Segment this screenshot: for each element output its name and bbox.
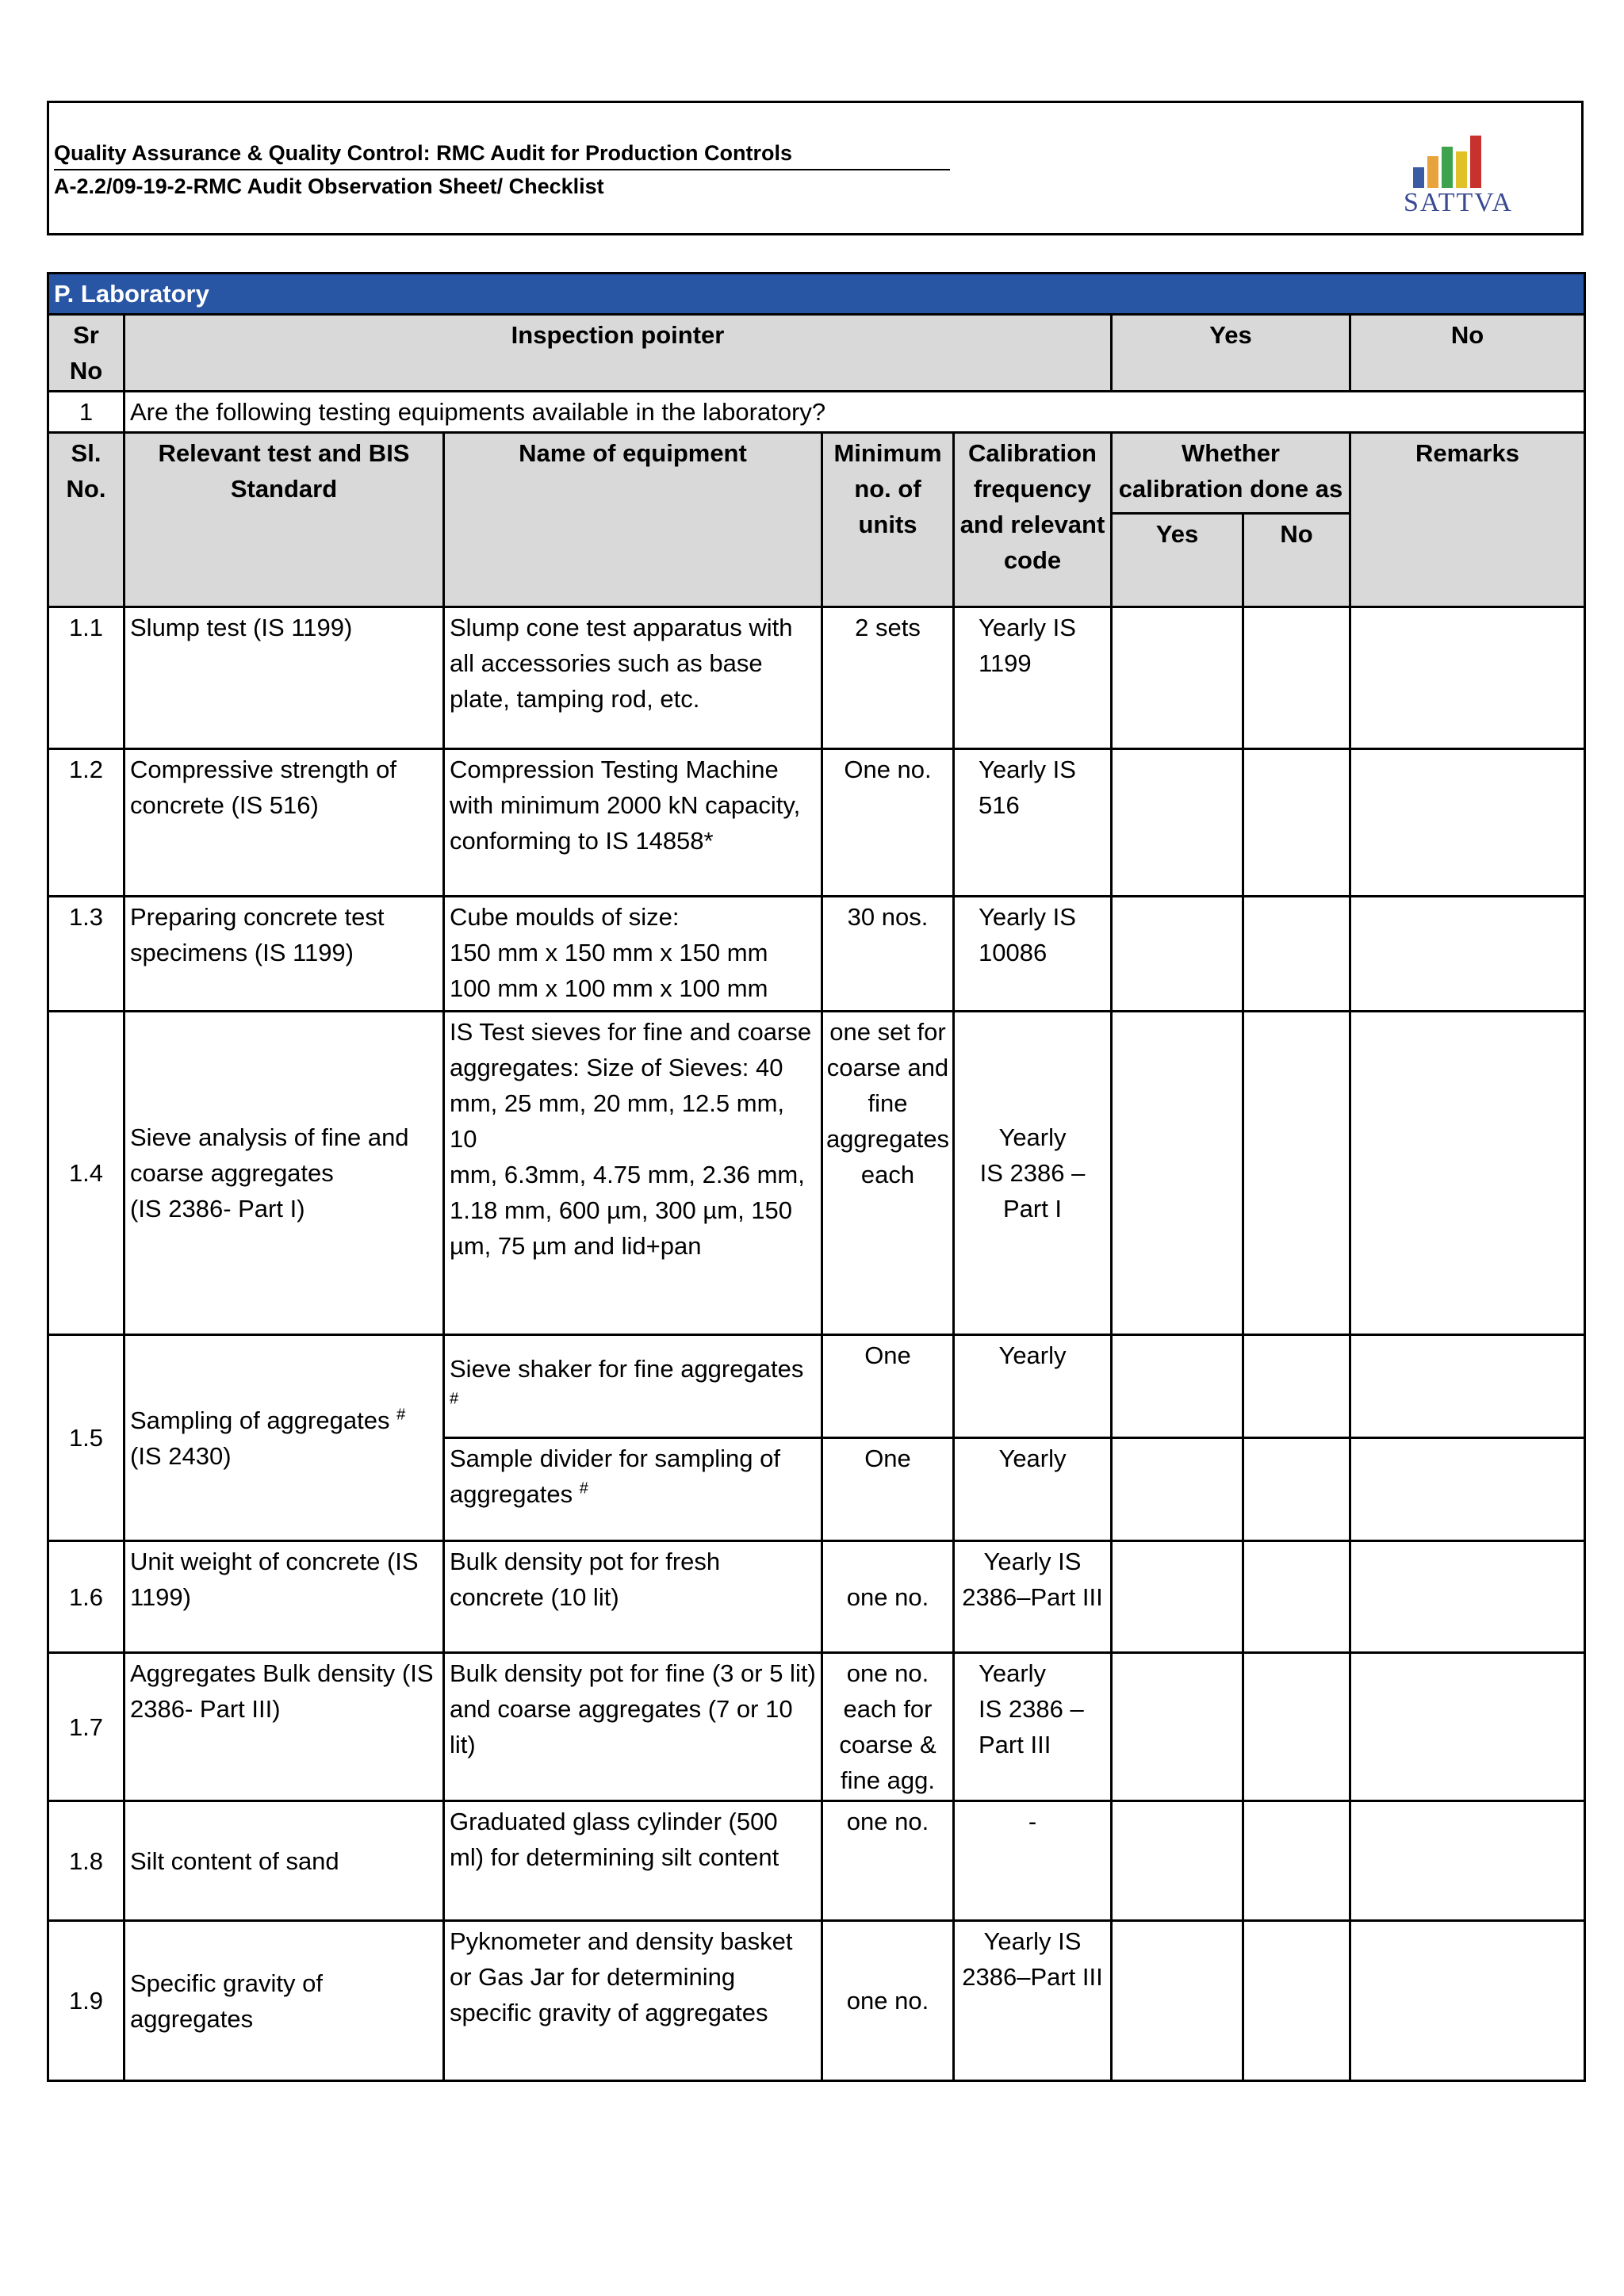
section-title: P. Laboratory <box>48 274 1585 315</box>
question-number: 1 <box>48 392 124 433</box>
row-test: Unit weight of concrete (IS 1199) <box>124 1541 444 1653</box>
row-equipment: Bulk density pot for fresh concrete (10 lit) <box>444 1541 822 1653</box>
row-units: one no. each for coarse & fine agg. <box>822 1653 954 1801</box>
remarks-cell[interactable] <box>1350 607 1585 749</box>
calibration-no-cell[interactable] <box>1243 1438 1350 1541</box>
row-equipment-footnote: # <box>579 1479 588 1498</box>
row-units: one no. <box>822 1541 954 1653</box>
row-calibration: Yearly IS 2386–Part III <box>954 1541 1112 1653</box>
laboratory-checklist-table <box>47 272 1586 2082</box>
row-calibration: Yearly <box>954 1438 1112 1541</box>
row-sl: 1.4 <box>48 1012 124 1335</box>
calibration-no-cell[interactable] <box>1243 897 1350 1012</box>
row-sl: 1.7 <box>48 1653 124 1801</box>
no-header: No <box>1350 315 1585 392</box>
yes-header: Yes <box>1112 315 1350 392</box>
table-row <box>48 1653 1585 1801</box>
row-equipment: Graduated glass cylinder (500 ml) for determining silt content <box>444 1801 822 1921</box>
table-row <box>48 1335 1585 1438</box>
document-code: A-2.2/09-19-2-RMC Audit Observation Sheet/ Checklist <box>54 174 604 198</box>
table-row <box>48 897 1585 1012</box>
sr-no-header: Sr No <box>48 315 124 392</box>
row-equipment <box>444 1335 822 1438</box>
row-sl: 1.6 <box>48 1541 124 1653</box>
remarks-cell[interactable] <box>1350 1012 1585 1335</box>
row-calibration: Yearly IS 10086 <box>954 897 1112 1012</box>
calibration-yes-cell[interactable] <box>1112 1335 1243 1438</box>
calibration-yes-cell[interactable] <box>1112 897 1243 1012</box>
row-equipment <box>444 1438 822 1541</box>
row-test-footnote: # <box>396 1406 406 1424</box>
test-column-header: Relevant test and BIS Standard <box>124 433 444 607</box>
row-sl: 1.9 <box>48 1921 124 2081</box>
row-units: One <box>822 1438 954 1541</box>
row-test-code: (IS 2430) <box>130 1441 232 1470</box>
row-units: one no. <box>822 1801 954 1921</box>
row-units: one no. <box>822 1921 954 2081</box>
row-equipment-footnote: # <box>450 1390 459 1408</box>
inspection-pointer-header: Inspection pointer <box>124 315 1112 392</box>
row-calibration: Yearly IS 2386 – Part I <box>954 1012 1112 1335</box>
table-row <box>48 1921 1585 2081</box>
row-calibration: Yearly IS 1199 <box>954 607 1112 749</box>
calibration-no-header: No <box>1243 514 1350 607</box>
table-row <box>48 749 1585 897</box>
row-equipment-text: Sample divider for sampling of aggregates <box>450 1445 780 1508</box>
row-sl: 1.1 <box>48 607 124 749</box>
row-test: Sieve analysis of fine and coarse aggregates (IS 2386- Part I) <box>124 1012 444 1335</box>
calibration-yes-header: Yes <box>1112 514 1243 607</box>
table-row <box>48 1801 1585 1921</box>
row-units: 2 sets <box>822 607 954 749</box>
document-title: Quality Assurance & Quality Control: RMC Audit for Production Controls <box>54 141 950 170</box>
calibration-yes-cell[interactable] <box>1112 1653 1243 1801</box>
calibration-no-cell[interactable] <box>1243 1335 1350 1438</box>
row-test: Slump test (IS 1199) <box>124 607 444 749</box>
remarks-column-header: Remarks <box>1350 433 1585 607</box>
table-row <box>48 1012 1585 1335</box>
calibration-no-cell[interactable] <box>1243 1921 1350 2081</box>
row-units: One no. <box>822 749 954 897</box>
calibration-column-header: Calibration frequency and relevant code <box>954 433 1112 607</box>
calibration-yes-cell[interactable] <box>1112 1012 1243 1335</box>
sl-no-column-header: Sl. No. <box>48 433 124 607</box>
row-test: Compressive strength of concrete (IS 516) <box>124 749 444 897</box>
row-test <box>124 1335 444 1541</box>
calibration-yes-cell[interactable] <box>1112 1541 1243 1653</box>
calibration-no-cell[interactable] <box>1243 1653 1350 1801</box>
logo-bars-icon <box>1413 131 1500 188</box>
calibration-yes-cell[interactable] <box>1112 607 1243 749</box>
row-calibration: Yearly IS 516 <box>954 749 1112 897</box>
remarks-cell[interactable] <box>1350 1921 1585 2081</box>
row-calibration: Yearly IS 2386–Part III <box>954 1921 1112 2081</box>
section-header-row <box>48 274 1585 315</box>
row-equipment-text: Sieve shaker for fine aggregates <box>450 1354 804 1383</box>
whether-calibration-header: Whether calibration done as <box>1112 433 1350 514</box>
calibration-no-cell[interactable] <box>1243 1541 1350 1653</box>
calibration-no-cell[interactable] <box>1243 1012 1350 1335</box>
row-sl: 1.2 <box>48 749 124 897</box>
question-text: Are the following testing equipments available in the laboratory? <box>124 392 1585 433</box>
remarks-cell[interactable] <box>1350 1801 1585 1921</box>
calibration-yes-cell[interactable] <box>1112 1438 1243 1541</box>
row-calibration: Yearly <box>954 1335 1112 1438</box>
row-equipment: Bulk density pot for fine (3 or 5 lit) and coarse aggregates (7 or 10 lit) <box>444 1653 822 1801</box>
question-row <box>48 392 1585 433</box>
row-calibration: - <box>954 1801 1112 1921</box>
calibration-no-cell[interactable] <box>1243 607 1350 749</box>
row-equipment: Cube moulds of size: 150 mm x 150 mm x 150 mm 100 mm x 100 mm x 100 mm <box>444 897 822 1012</box>
units-column-header: Minimum no. of units <box>822 433 954 607</box>
row-equipment: Slump cone test apparatus with all accessories such as base plate, tamping rod, etc. <box>444 607 822 749</box>
table-row <box>48 607 1585 749</box>
calibration-no-cell[interactable] <box>1243 749 1350 897</box>
remarks-cell[interactable] <box>1350 1335 1585 1438</box>
row-test: Silt content of sand <box>124 1801 444 1921</box>
calibration-yes-cell[interactable] <box>1112 1921 1243 2081</box>
row-equipment: IS Test sieves for fine and coarse aggregates: Size of Sieves: 40 mm, 25 mm, 20 mm, 12.5 mm, 10 mm, 6.3mm, 4.75 mm, 2.36 mm, 1.18 mm, 600 µm, 300 µm, 150 µm, 75 µm and lid+pan <box>444 1012 822 1335</box>
row-sl: 1.3 <box>48 897 124 1012</box>
row-test-text: Sampling of aggregates <box>130 1406 390 1434</box>
row-units: 30 nos. <box>822 897 954 1012</box>
logo-text: SATTVA <box>1404 188 1513 217</box>
remarks-cell[interactable] <box>1350 1653 1585 1801</box>
row-units: one set for coarse and fine aggregates each <box>822 1012 954 1335</box>
calibration-yes-cell[interactable] <box>1112 1801 1243 1921</box>
row-sl: 1.5 <box>48 1335 124 1541</box>
row-calibration: Yearly IS 2386 – Part III <box>954 1653 1112 1801</box>
remarks-cell[interactable] <box>1350 749 1585 897</box>
column-header-row <box>48 433 1585 514</box>
page-header <box>47 101 1584 235</box>
remarks-cell[interactable] <box>1350 1438 1585 1541</box>
row-test: Specific gravity of aggregates <box>124 1921 444 2081</box>
row-equipment: Compression Testing Machine with minimum 2000 kN capacity, conforming to IS 14858* <box>444 749 822 897</box>
remarks-cell[interactable] <box>1350 1541 1585 1653</box>
calibration-no-cell[interactable] <box>1243 1801 1350 1921</box>
row-sl: 1.8 <box>48 1801 124 1921</box>
pointer-header-row <box>48 315 1585 392</box>
sattva-logo <box>1391 131 1526 218</box>
row-equipment: Pyknometer and density basket or Gas Jar for determining specific gravity of aggregates <box>444 1921 822 2081</box>
row-test: Preparing concrete test specimens (IS 1199) <box>124 897 444 1012</box>
row-units: One <box>822 1335 954 1438</box>
remarks-cell[interactable] <box>1350 897 1585 1012</box>
table-row <box>48 1541 1585 1653</box>
equipment-column-header: Name of equipment <box>444 433 822 607</box>
row-test: Aggregates Bulk density (IS 2386- Part III) <box>124 1653 444 1801</box>
calibration-yes-cell[interactable] <box>1112 749 1243 897</box>
